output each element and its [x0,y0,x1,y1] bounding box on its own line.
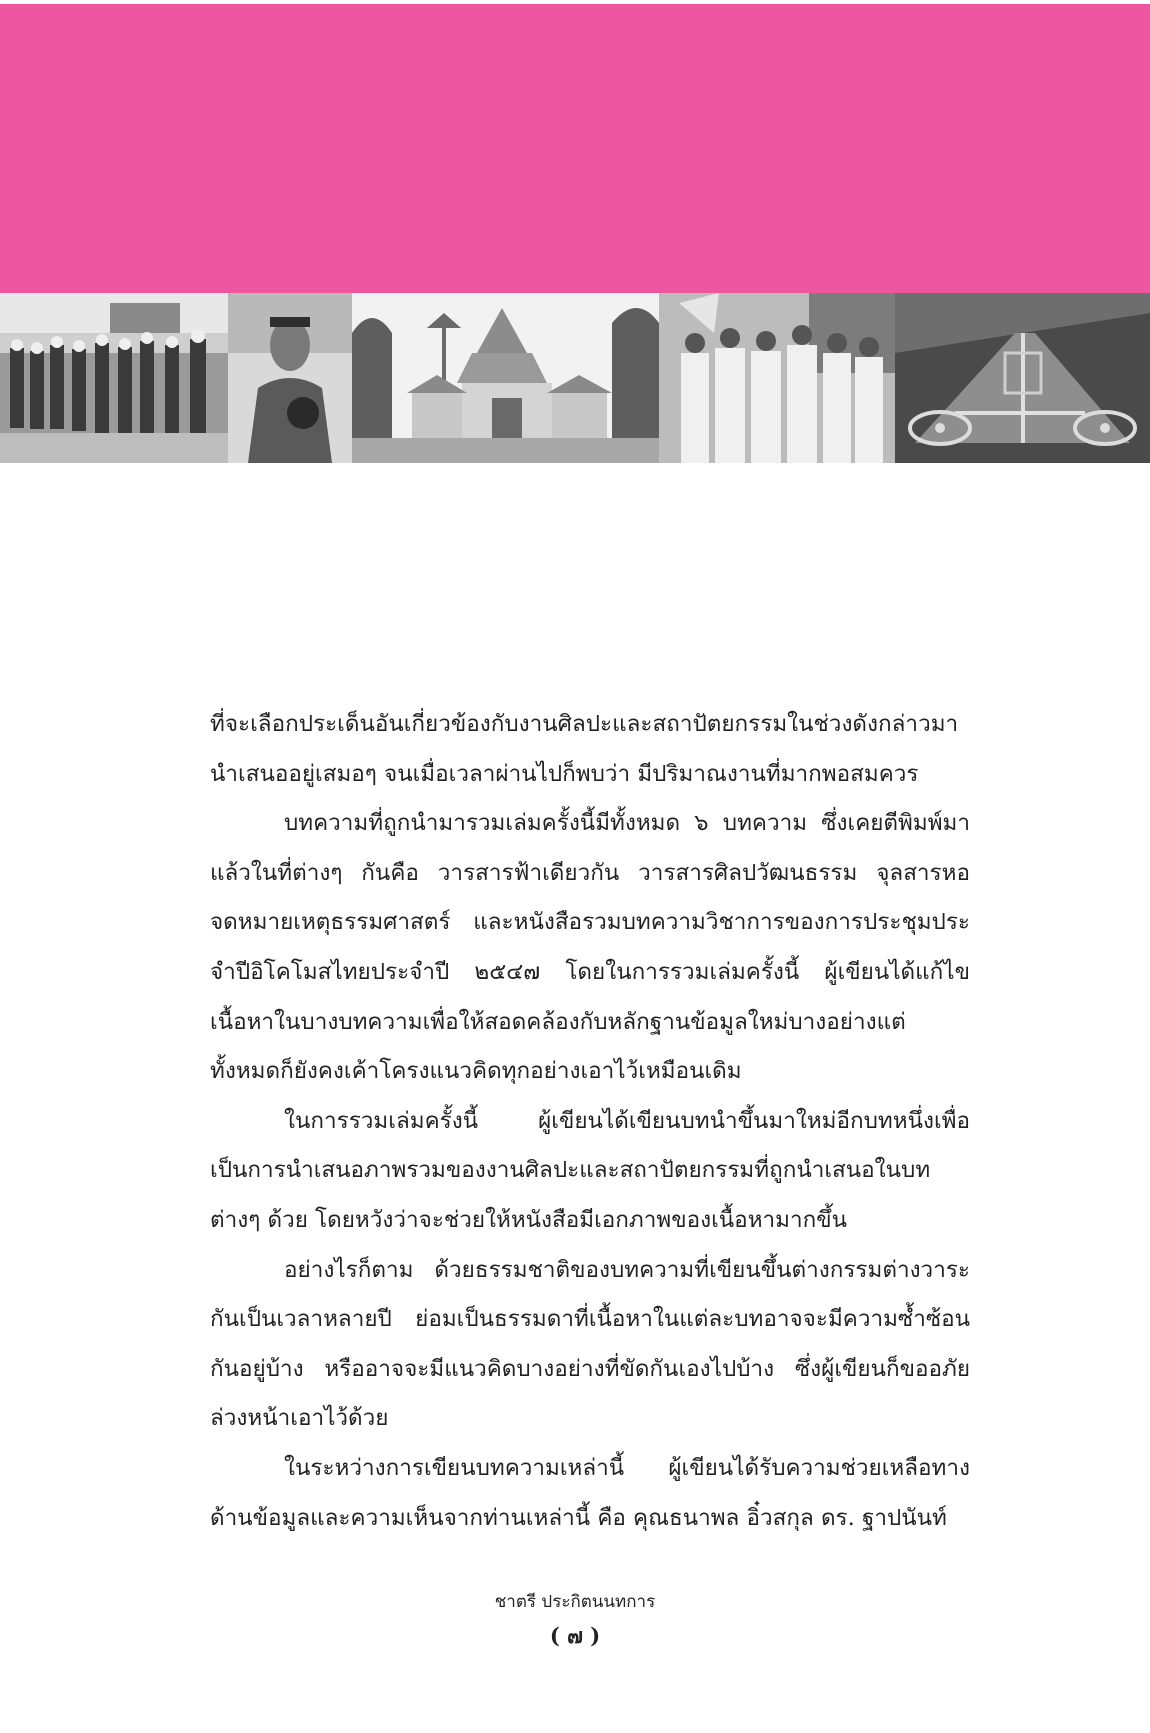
officer-portrait-photo [228,293,352,463]
temple-photo [352,293,659,463]
group-of-men-photo [659,293,895,463]
marching-soldiers-photo [0,293,228,463]
paragraph: ในการรวมเล่มครั้งนี้ ผู้เขียนได้เขียนบทนำขึ้นมาใหม่อีกบทหนึ่งเพื่อเป็นการนำเสนอภาพรวมของงานศิลปะและสถาปัตยกรรมที่ถูกนำเสนอในบทต่างๆ ด้วย โดยหวังว่าจะช่วยให้หนังสือมีเอกภาพของเนื้อหามากขึ้น [210,1107,970,1233]
page-number: ( ๗ ) [549,1623,601,1648]
paragraph: บทความที่ถูกนำมารวมเล่มครั้งนี้มีทั้งหมด ๖ บทความ ซึ่งเคยตีพิมพ์มาแล้วในที่ต่างๆ กันคือ วารสารฟ้าเดียวกัน วารสารศิลปวัฒนธรรม จุลสารหอจดหมายเหตุธรรมศาสตร์ และหนังสือรวมบทความวิชาการของการประชุมประจำปีอิโคโมสไทยประจำปี ๒๕๔๗ โดยในการรวมเล่มครั้งนี้ ผู้เขียนได้แก้ไขเนื้อหาในบางบทความเพื่อให้สอดคล้องกับหลักฐานข้อมูลใหม่บางอย่างแต่ทั้งหมดก็ยังคงเค้าโครงแนวคิดทุกอย่างเอาไว้เหมือนเดิม [210,810,970,1085]
header-color-band [0,4,1150,294]
paragraph: อย่างไรก็ตาม ด้วยธรรมชาติของบทความที่เขียนขึ้นต่างกรรมต่างวาระกันเป็นเวลาหลายปี ย่อมเป็นธรรมดาที่เนื้อหาในแต่ละบทอาจจะมีความซ้ำซ้อนกันอยู่บ้าง หรืออาจจะมีแนวคิดบางอย่างที่ขัดกันเองไปบ้าง ซึ่งผู้เขียนก็ขออภัยล่วงหน้าเอาไว้ด้วย [210,1256,970,1432]
body-text [210,700,970,1543]
aerial-garden-photo [895,293,1150,463]
paragraph: ที่จะเลือกประเด็นอันเกี่ยวข้องกับงานศิลปะและสถาปัตยกรรมในช่วงดังกล่าวมานำเสนออยู่เสมอๆ จนเมื่อเวลาผ่านไปก็พบว่า มีปริมาณงานที่มากพอสมควร [210,711,959,787]
paragraph: ในระหว่างการเขียนบทความเหล่านี้ ผู้เขียนได้รับความช่วยเหลือทางด้านข้อมูลและความเห็นจากท่านเหล่านี้ คือ คุณธนาพล อิ๋วสกุล ดร. ฐาปนันท์ [210,1454,970,1531]
photo-strip [0,293,1150,463]
footer-author: ชาตรี ประกิตนนทการ [494,1592,656,1612]
